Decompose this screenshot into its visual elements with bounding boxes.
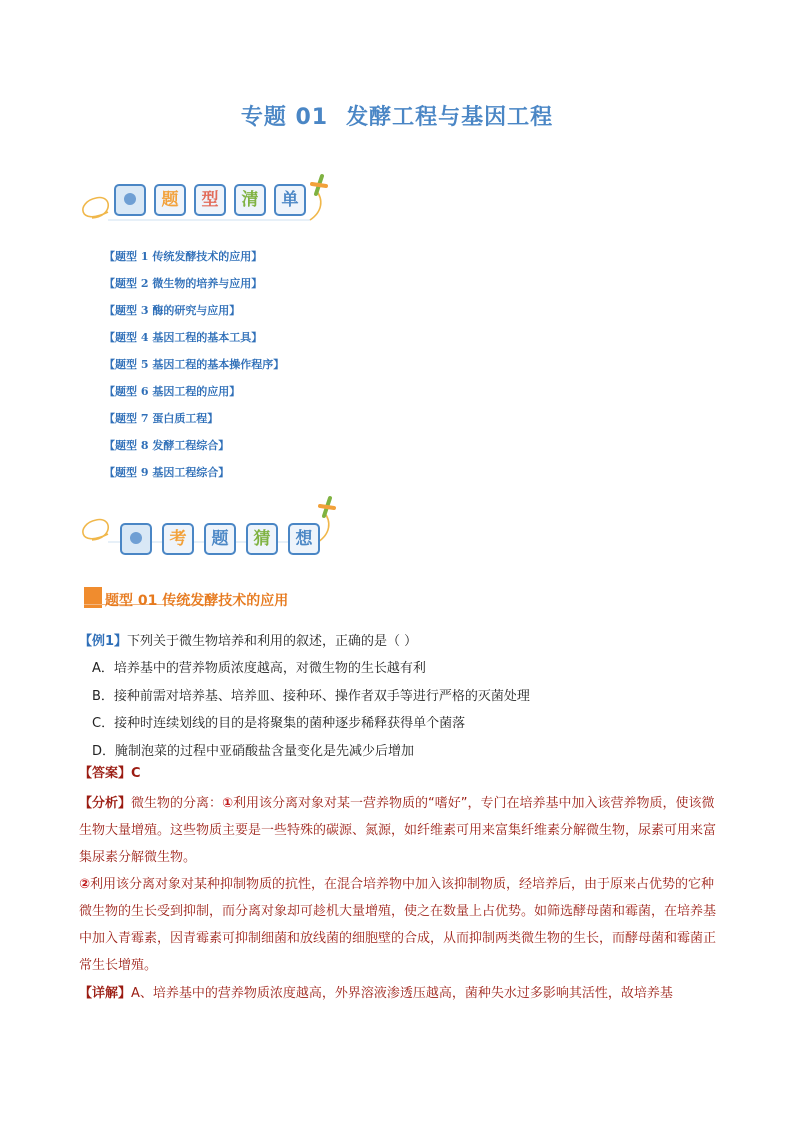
type-item[interactable]: 【题型 9 基因工程综合】 [104,466,230,479]
type-item[interactable]: 【题型 5 基因工程的基本操作程序】 [104,358,285,371]
analysis-lead: 微生物的分离： [131,796,223,811]
section-label: 题型 01 传统发酵技术的应用 [105,593,289,609]
type-item[interactable]: 【题型 8 发酵工程综合】 [104,439,230,452]
banner-bullet-icon [120,523,152,555]
type-item[interactable]: 【题型 1 传统发酵技术的应用】 [104,250,263,263]
banner-char: 清 [234,184,266,216]
banner-char: 想 [288,523,320,555]
type-list [104,250,284,493]
analysis-marker-1: ① [222,796,234,811]
banner-char: 题 [204,523,236,555]
type-item[interactable]: 【题型 7 蛋白质工程】 [104,412,219,425]
analysis-block [79,790,719,979]
title-number: 专题 01 [240,105,329,130]
analysis-point-2: 利用该分离对象对某种抑制物质的抗性，在混合培养物中加入该抑制物质，经培养后，由于原来占优势的它种微生物的生长受到抑制，而分离对象却可趁机大量增殖，使之在数量上占优势。如筛选酵母菌和霉菌，在培养基中加入青霉素，因青霉素可抑制细菌和放线菌的细胞壁的合成，从而抑制两类微生物的生长，而酵母菌和霉菌正常生长增殖。 [79,877,717,973]
option-a: A．培养基中的营养物质浓度越高，对微生物的生长越有利 [92,661,426,676]
detail-text: A、培养基中的营养物质浓度越高，外界溶液渗透压越高，菌种失水过多影响其活性，故培养基 [131,986,673,1001]
answer-value: C [131,766,141,781]
answer-tag: 【答案】 [79,766,132,781]
page-title [0,100,794,131]
option-c: C．接种时连续划线的目的是将聚集的菌种逐步稀释获得单个菌落 [92,716,466,731]
title-text: 发酵工程与基因工程 [346,105,554,130]
banner-char: 型 [194,184,226,216]
banner-exam-guess [78,494,348,564]
banner-char: 单 [274,184,306,216]
type-item[interactable]: 【题型 6 基因工程的应用】 [104,385,241,398]
banner-bullet-icon [114,184,146,216]
option-b: B．接种前需对培养基、培养皿、接种环、操作者双手等进行严格的灭菌处理 [92,689,530,704]
example-question [79,630,417,649]
detail-block [79,980,719,1007]
banner-char: 题 [154,184,186,216]
analysis-point-1: 利用该分离对象对某一营养物质的“嗜好”，专门在培养基中加入该营养物质，使该微生物大量增殖。这些物质主要是一些特殊的碳源、氮源，如纤维素可用来富集纤维素分解微生物，尿素可用来富集尿素分解微生物。 [79,796,717,865]
banner-char: 考 [162,523,194,555]
type-item[interactable]: 【题型 2 微生物的培养与应用】 [104,277,263,290]
detail-tag: 【详解】 [79,986,132,1001]
banner-char: 猜 [246,523,278,555]
option-d: D．腌制泡菜的过程中亚硝酸盐含量变化是先减少后增加 [92,744,415,759]
example-question-text: 下列关于微生物培养和利用的叙述，正确的是（ ） [127,634,418,649]
answer-line [79,760,719,787]
analysis-marker-2: ② [79,877,91,892]
type-item[interactable]: 【题型 3 酶的研究与应用】 [104,304,241,317]
analysis-tag: 【分析】 [79,796,132,811]
banner-type-list [78,172,348,242]
example-tag: 【例1】 [79,634,128,649]
type-item[interactable]: 【题型 4 基因工程的基本工具】 [104,331,263,344]
